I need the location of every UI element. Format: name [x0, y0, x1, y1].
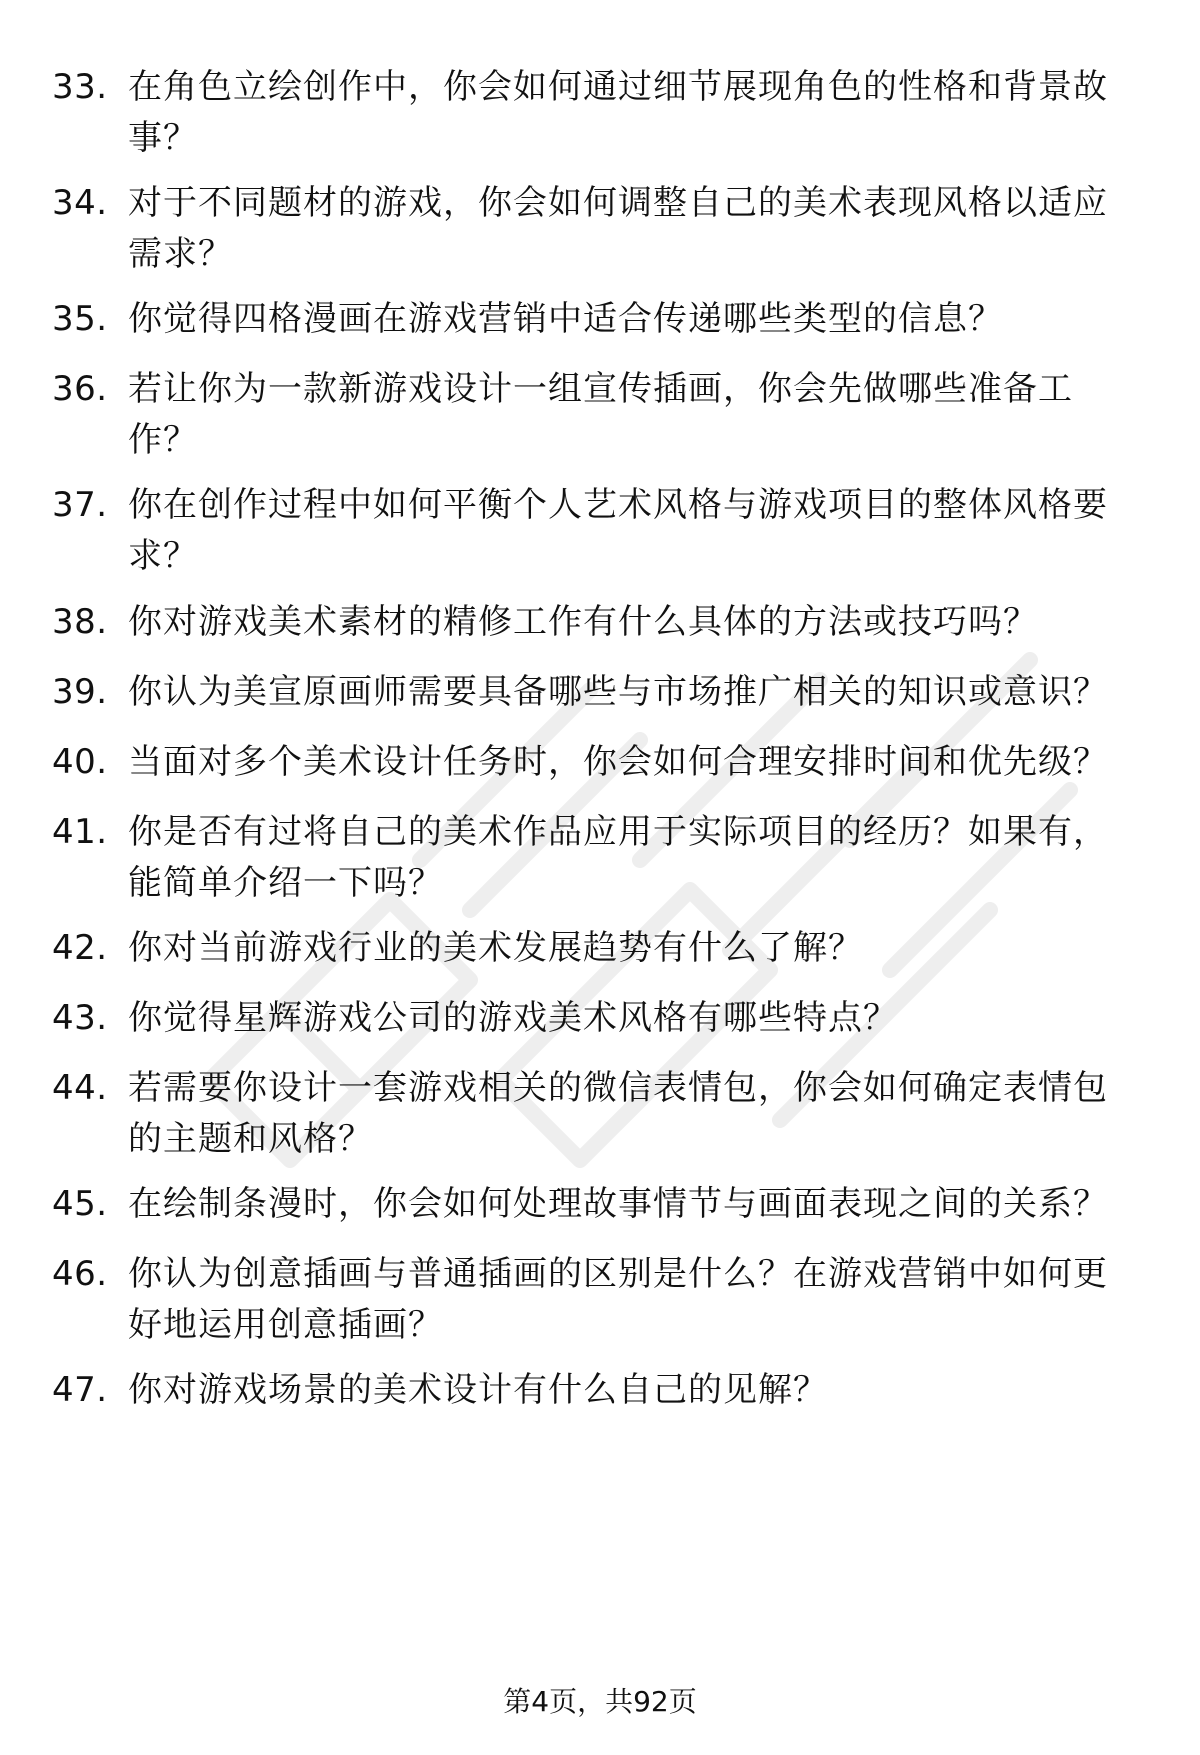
- question-number: 37.: [52, 485, 108, 525]
- question-number: 42.: [52, 928, 108, 968]
- question-number: 40.: [52, 742, 108, 782]
- question-number: 33.: [52, 67, 108, 107]
- question-text: 若让你为一款新游戏设计一组宣传插画，你会先做哪些准备工作？: [128, 369, 1073, 460]
- question-item: [52, 737, 1152, 788]
- question-text: 你对游戏场景的美术设计有什么自己的见解？: [128, 1370, 828, 1410]
- question-item: [52, 807, 1152, 909]
- question-item: [52, 62, 1152, 164]
- question-text: 你觉得四格漫画在游戏营销中适合传递哪些类型的信息？: [128, 299, 1003, 339]
- question-item: [52, 667, 1152, 718]
- question-item: [52, 1249, 1152, 1351]
- question-text: 你觉得星辉游戏公司的游戏美术风格有哪些特点？: [128, 998, 898, 1038]
- question-text: 你是否有过将自己的美术作品应用于实际项目的经历？如果有，能简单介绍一下吗？: [128, 812, 1108, 903]
- question-item: [52, 480, 1152, 582]
- question-text: 你在创作过程中如何平衡个人艺术风格与游戏项目的整体风格要求？: [128, 485, 1108, 576]
- question-number: 38.: [52, 602, 108, 642]
- question-number: 36.: [52, 369, 108, 409]
- question-text: 你认为美宣原画师需要具备哪些与市场推广相关的知识或意识？: [128, 672, 1108, 712]
- question-text: 你对当前游戏行业的美术发展趋势有什么了解？: [128, 928, 863, 968]
- question-text: 若需要你设计一套游戏相关的微信表情包，你会如何确定表情包的主题和风格？: [128, 1068, 1108, 1159]
- question-item: [52, 1179, 1152, 1230]
- question-text: 对于不同题材的游戏，你会如何调整自己的美术表现风格以适应需求？: [128, 183, 1108, 274]
- question-number: 44.: [52, 1068, 108, 1108]
- question-item: [52, 1365, 1152, 1416]
- question-item: [52, 993, 1152, 1044]
- question-number: 41.: [52, 812, 108, 852]
- question-number: 35.: [52, 299, 108, 339]
- question-text: 在角色立绘创作中，你会如何通过细节展现角色的性格和背景故事？: [128, 67, 1108, 158]
- question-text: 在绘制条漫时，你会如何处理故事情节与画面表现之间的关系？: [128, 1184, 1108, 1224]
- question-number: 45.: [52, 1184, 108, 1224]
- question-item: [52, 294, 1152, 345]
- question-number: 47.: [52, 1370, 108, 1410]
- question-number: 39.: [52, 672, 108, 712]
- question-text: 你认为创意插画与普通插画的区别是什么？在游戏营销中如何更好地运用创意插画？: [128, 1254, 1108, 1345]
- question-item: [52, 923, 1152, 974]
- question-item: [52, 178, 1152, 280]
- question-text: 你对游戏美术素材的精修工作有什么具体的方法或技巧吗？: [128, 602, 1038, 642]
- question-number: 43.: [52, 998, 108, 1038]
- question-number: 46.: [52, 1254, 108, 1294]
- question-text: 当面对多个美术设计任务时，你会如何合理安排时间和优先级？: [128, 742, 1108, 782]
- question-item: [52, 1063, 1152, 1165]
- question-item: [52, 364, 1152, 466]
- question-item: [52, 597, 1152, 648]
- page-footer: 第4页，共92页: [503, 1685, 697, 1718]
- question-number: 34.: [52, 183, 108, 223]
